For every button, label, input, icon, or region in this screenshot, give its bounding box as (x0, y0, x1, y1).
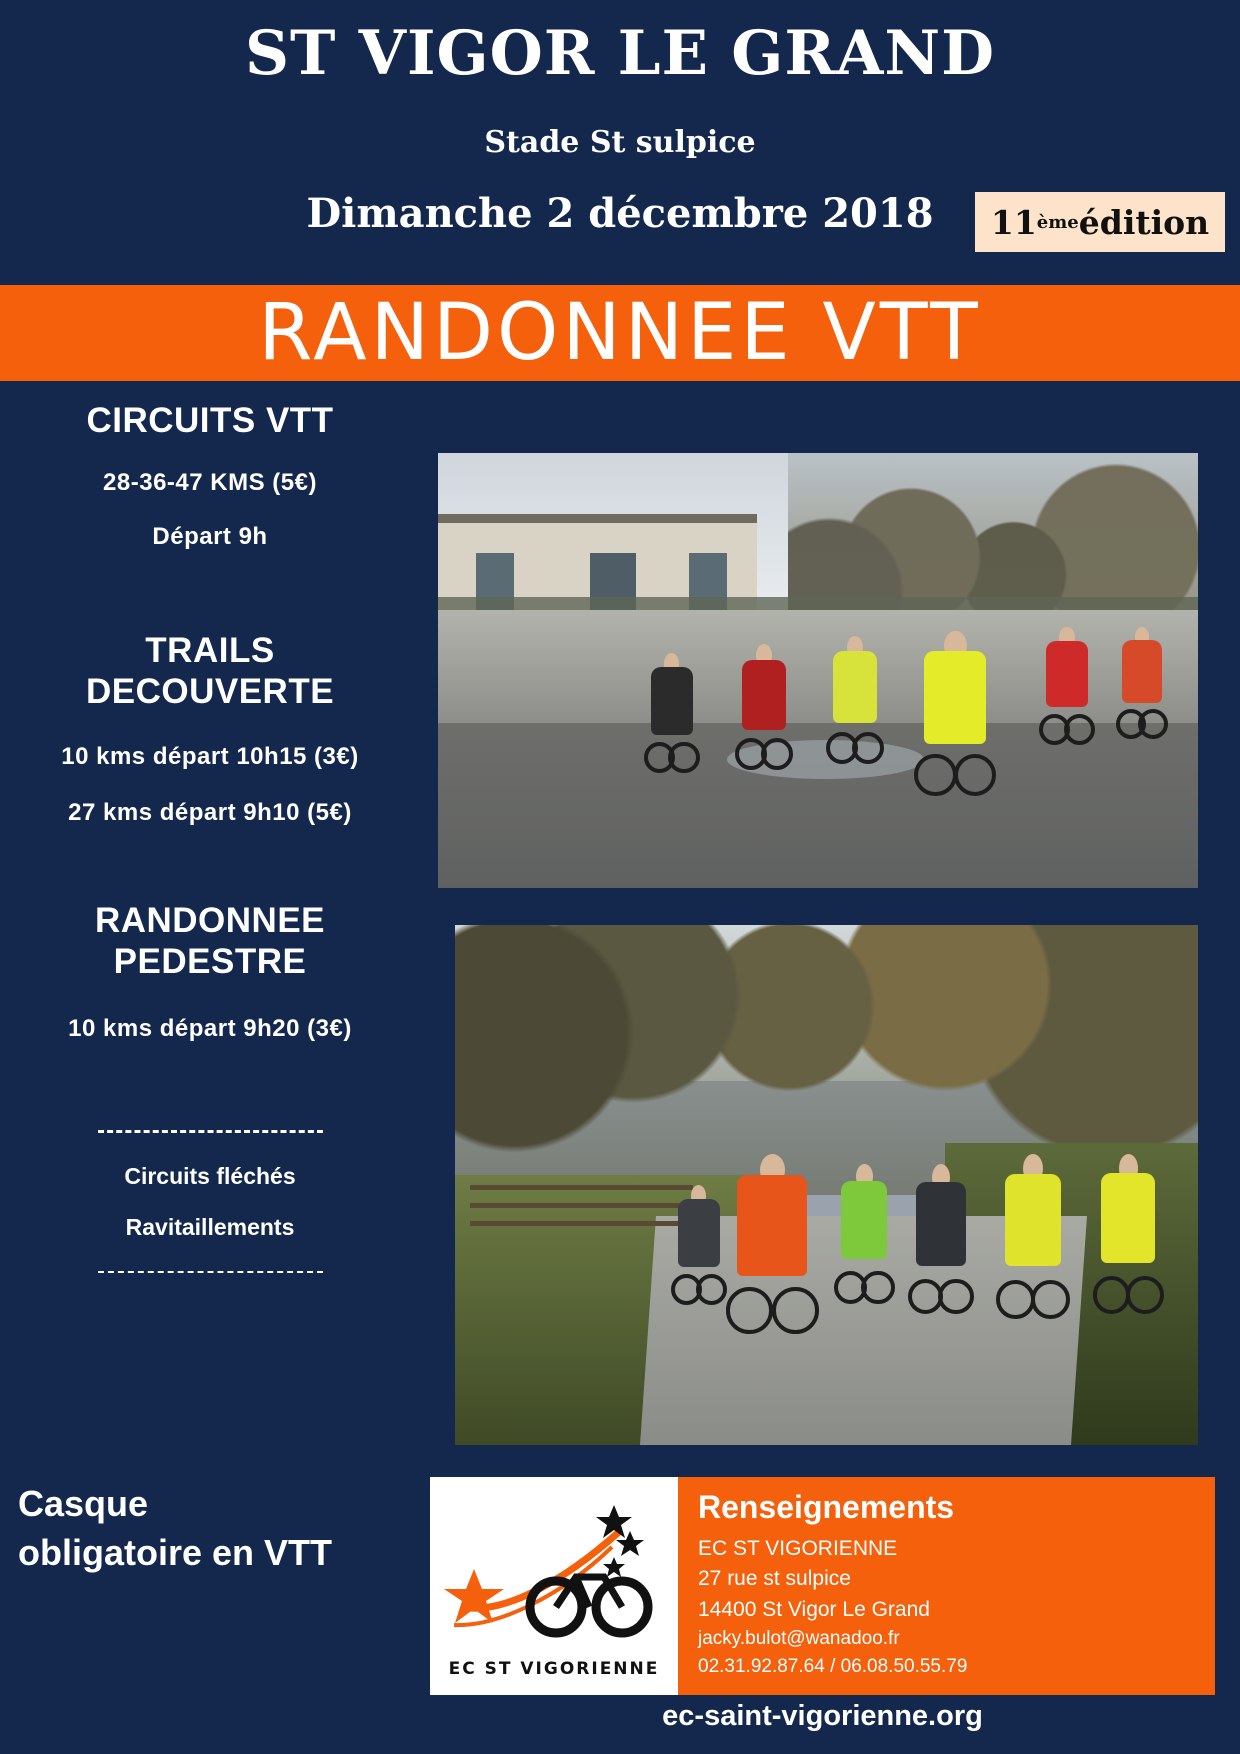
cyclist (916, 1164, 966, 1314)
section-circuits-distances: 28-36-47 KMS (5€) (103, 469, 317, 497)
cyclist (742, 644, 786, 770)
bike-wheel (696, 1274, 727, 1305)
website-link[interactable]: ec-saint-vigorienne.org (662, 1700, 983, 1732)
photo-riders-on-path (455, 925, 1198, 1445)
cyclist-body (1005, 1174, 1061, 1266)
cyclist (737, 1154, 807, 1334)
section-trails-option1: 10 kms départ 10h15 (3€) (61, 742, 359, 770)
bike-wheel (668, 742, 699, 773)
fence-rail (470, 1185, 693, 1190)
fence-rail (470, 1221, 693, 1226)
bike-wheel (1126, 1276, 1164, 1314)
club-logo (430, 1477, 678, 1695)
contact-email[interactable]: jacky.bulot@wanadoo.fr (698, 1628, 900, 1650)
event-date: Dimanche 2 décembre 2018 (306, 190, 934, 237)
cyclist-body (737, 1175, 807, 1276)
bike-wheel (996, 1280, 1035, 1319)
section-trails-heading-line1: TRAILS (145, 631, 275, 670)
section-circuits-heading: CIRCUITS VTT (86, 401, 334, 440)
bike-wheel (852, 732, 884, 764)
venue-subtitle: Stade St sulpice (484, 125, 756, 160)
cyclist-body (1101, 1173, 1155, 1263)
page-title: ST VIGOR LE GRAND (244, 18, 996, 89)
edition-ordinal: ème (1036, 211, 1079, 233)
edition-number: 11 (990, 202, 1037, 242)
contact-box (430, 1477, 1215, 1695)
cyclist (1046, 627, 1088, 745)
shooting-star-bike-icon (444, 1495, 664, 1645)
cyclist (651, 653, 693, 773)
section-trails-heading-line2: DECOUVERTE (85, 672, 335, 712)
bike-wheel (1093, 1276, 1131, 1314)
cyclist-body (841, 1181, 887, 1259)
section-circuits-vtt (10, 400, 410, 551)
cyclist-body (1046, 641, 1088, 707)
cyclist-body (678, 1199, 720, 1266)
section-trails-option2: 27 kms départ 9h10 (5€) (68, 798, 352, 826)
section-randonnee-pedestre (10, 900, 410, 1043)
section-pedestre-option1: 10 kms départ 9h20 (3€) (68, 1014, 352, 1042)
section-services (10, 1130, 410, 1273)
bike-wheel (726, 1287, 773, 1334)
divider-top (98, 1130, 323, 1133)
section-pedestre-heading (10, 900, 410, 983)
cyclist (1101, 1154, 1155, 1314)
bike-wheel (938, 1279, 974, 1315)
cyclist (1122, 627, 1162, 739)
bike-wheel (1064, 714, 1095, 745)
divider-bottom (98, 1271, 323, 1273)
contact-phones[interactable]: 02.31.92.87.64 / 06.08.50.55.79 (698, 1655, 968, 1677)
event-type-band (0, 285, 1240, 381)
cyclist (1005, 1154, 1061, 1319)
cyclist (924, 631, 986, 796)
poster-header (0, 0, 1240, 285)
contact-city: 14400 St Vigor Le Grand (698, 1597, 930, 1621)
cyclist-body (651, 667, 693, 734)
event-type-title: RANDONNEE VTT (258, 288, 982, 378)
helmet-notice-line1: Casque (18, 1483, 149, 1524)
contact-title: Renseignements (698, 1489, 955, 1525)
bike-wheel (861, 1271, 894, 1304)
bike-wheel (914, 754, 956, 796)
edition-badge (975, 192, 1225, 252)
cyclist-body (924, 651, 986, 743)
cyclist-body (833, 651, 877, 723)
photo-start-line (438, 453, 1198, 888)
contact-club: EC ST VIGORIENNE (698, 1537, 898, 1560)
section-pedestre-heading-line1: RANDONNEE (94, 901, 326, 940)
edition-word: édition (1078, 202, 1210, 242)
service-signage: Circuits fléchés (124, 1163, 296, 1189)
fence-rail (470, 1203, 693, 1208)
helmet-notice-line2: obligatoire en VTT (18, 1531, 333, 1573)
club-logo-caption: EC ST VIGORIENNE (448, 1659, 660, 1679)
section-trails-decouverte (10, 630, 410, 827)
bike-wheel (772, 1287, 819, 1334)
section-trails-heading (10, 630, 410, 713)
service-refreshments: Ravitaillements (125, 1214, 295, 1240)
photo2-fence (470, 1185, 693, 1237)
helmet-notice (18, 1480, 408, 1577)
bike-wheel (1031, 1280, 1070, 1319)
cyclist-body (916, 1182, 966, 1266)
cyclist (841, 1164, 887, 1304)
cyclist (678, 1185, 720, 1305)
section-pedestre-heading-line2: PEDESTRE (113, 942, 307, 982)
contact-details (698, 1489, 1198, 1680)
cyclist (833, 636, 877, 764)
section-circuits-start: Départ 9h (152, 523, 268, 551)
contact-street: 27 rue st sulpice (698, 1567, 851, 1591)
cyclist-body (742, 660, 786, 731)
cyclist-body (1122, 640, 1162, 703)
